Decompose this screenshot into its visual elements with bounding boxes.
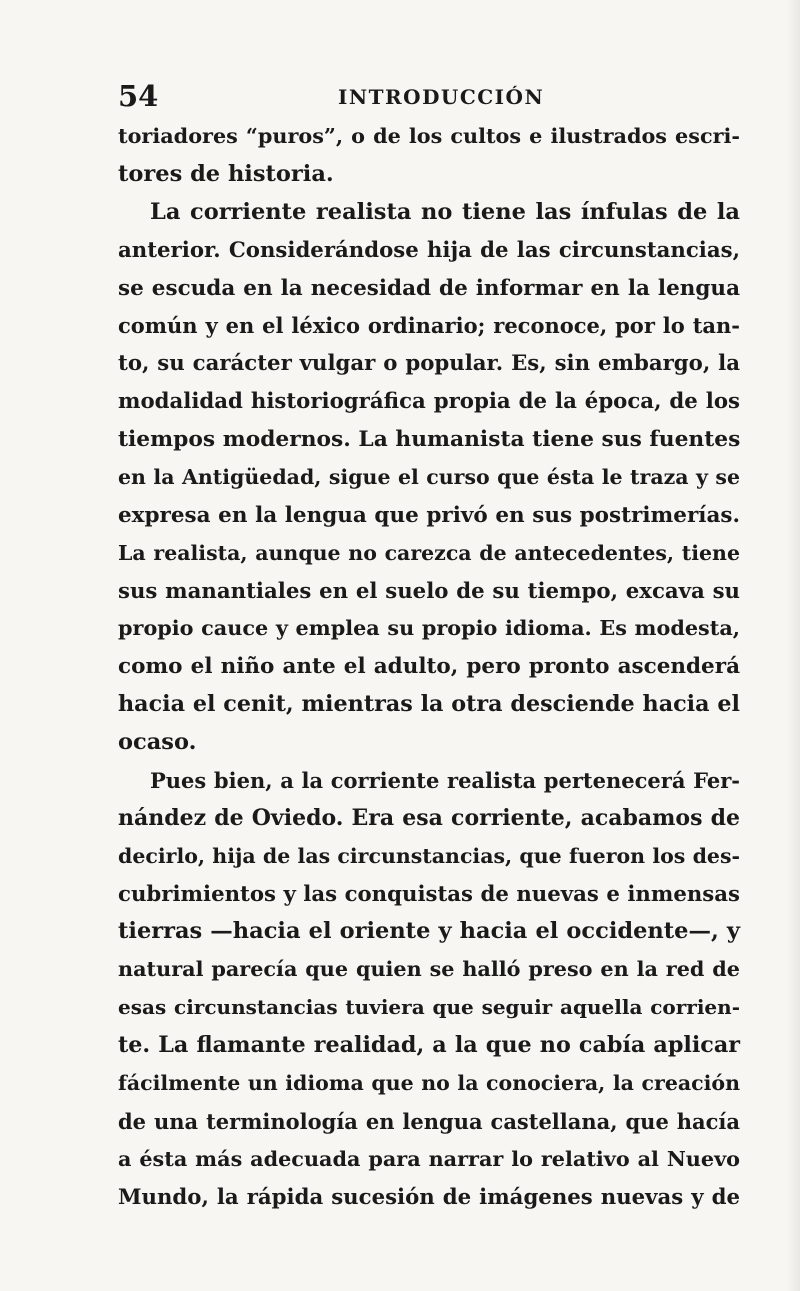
- text-line: La corriente realista no tiene las ínfulas de la: [150, 198, 740, 225]
- text-line: hacia el cenit, mientras la otra desciende hacia el: [118, 691, 740, 718]
- text-line: se escuda en la necesidad de informar en la lengua: [118, 275, 740, 301]
- text-line: como el niño ante el adulto, pero pronto ascenderá: [118, 654, 740, 680]
- text-line: de una terminología en lengua castellana, que hacía: [118, 1108, 740, 1134]
- text-line: Pues bien, a la corriente realista pertenecerá Fer-: [150, 767, 740, 793]
- text-line: común y en el léxico ordinario; reconoce, por lo tan-: [118, 313, 740, 339]
- page-edge-shadow: [786, 0, 800, 1291]
- text-line: a ésta más adecuada para narrar lo relativo al Nuevo: [118, 1146, 740, 1171]
- text-line: decirlo, hija de las circunstancias, que fueron los des-: [118, 843, 740, 868]
- text-line: tiempos modernos. La humanista tiene sus fuentes: [118, 427, 741, 452]
- text-line: toriadores “puros”, o de los cultos e ilustrados escri-: [118, 124, 740, 148]
- text-line: sus manantiales en el suelo de su tiempo, excava su: [118, 578, 740, 604]
- text-line: La realista, aunque no carezca de antecedentes, tiene: [118, 540, 740, 565]
- text-line: te. La flamante realidad, a la que no cabía aplicar: [118, 1032, 740, 1058]
- text-line: propio cauce y emplea su propio idioma. Es modesta,: [118, 616, 740, 641]
- text-line: esas circunstancias tuviera que seguir aquella corrien-: [118, 995, 740, 1020]
- text-line: tores de historia.: [118, 160, 334, 187]
- running-head: INTRODUCCIÓN: [338, 85, 545, 109]
- text-line: ocaso.: [118, 729, 197, 755]
- text-line: modalidad historiográfica propia de la época, de los: [118, 389, 740, 415]
- page-header: [118, 78, 740, 118]
- text-line: fácilmente un idioma que no la conociera, la creación: [118, 1070, 740, 1095]
- text-line: tierras —hacia el oriente y hacia el occidente—, y: [118, 918, 740, 945]
- page-number: 54: [118, 79, 159, 113]
- text-line: natural parecía que quien se halló preso en la red de: [118, 957, 740, 982]
- text-line: Mundo, la rápida sucesión de imágenes nuevas y de: [118, 1184, 740, 1210]
- text-line: nández de Oviedo. Era esa corriente, acabamos de: [118, 804, 740, 831]
- body-text: [118, 118, 740, 1216]
- text-line: en la Antigüedad, sigue el curso que ésta le traza y se: [118, 464, 740, 489]
- text-line: expresa en la lengua que privó en sus postrimerías.: [118, 502, 740, 528]
- text-line: anterior. Considerándose hija de las circunstancias,: [118, 237, 740, 263]
- text-line: to, su carácter vulgar o popular. Es, sin embargo, la: [118, 351, 740, 377]
- text-line: cubrimientos y las conquistas de nuevas e inmensas: [118, 881, 740, 907]
